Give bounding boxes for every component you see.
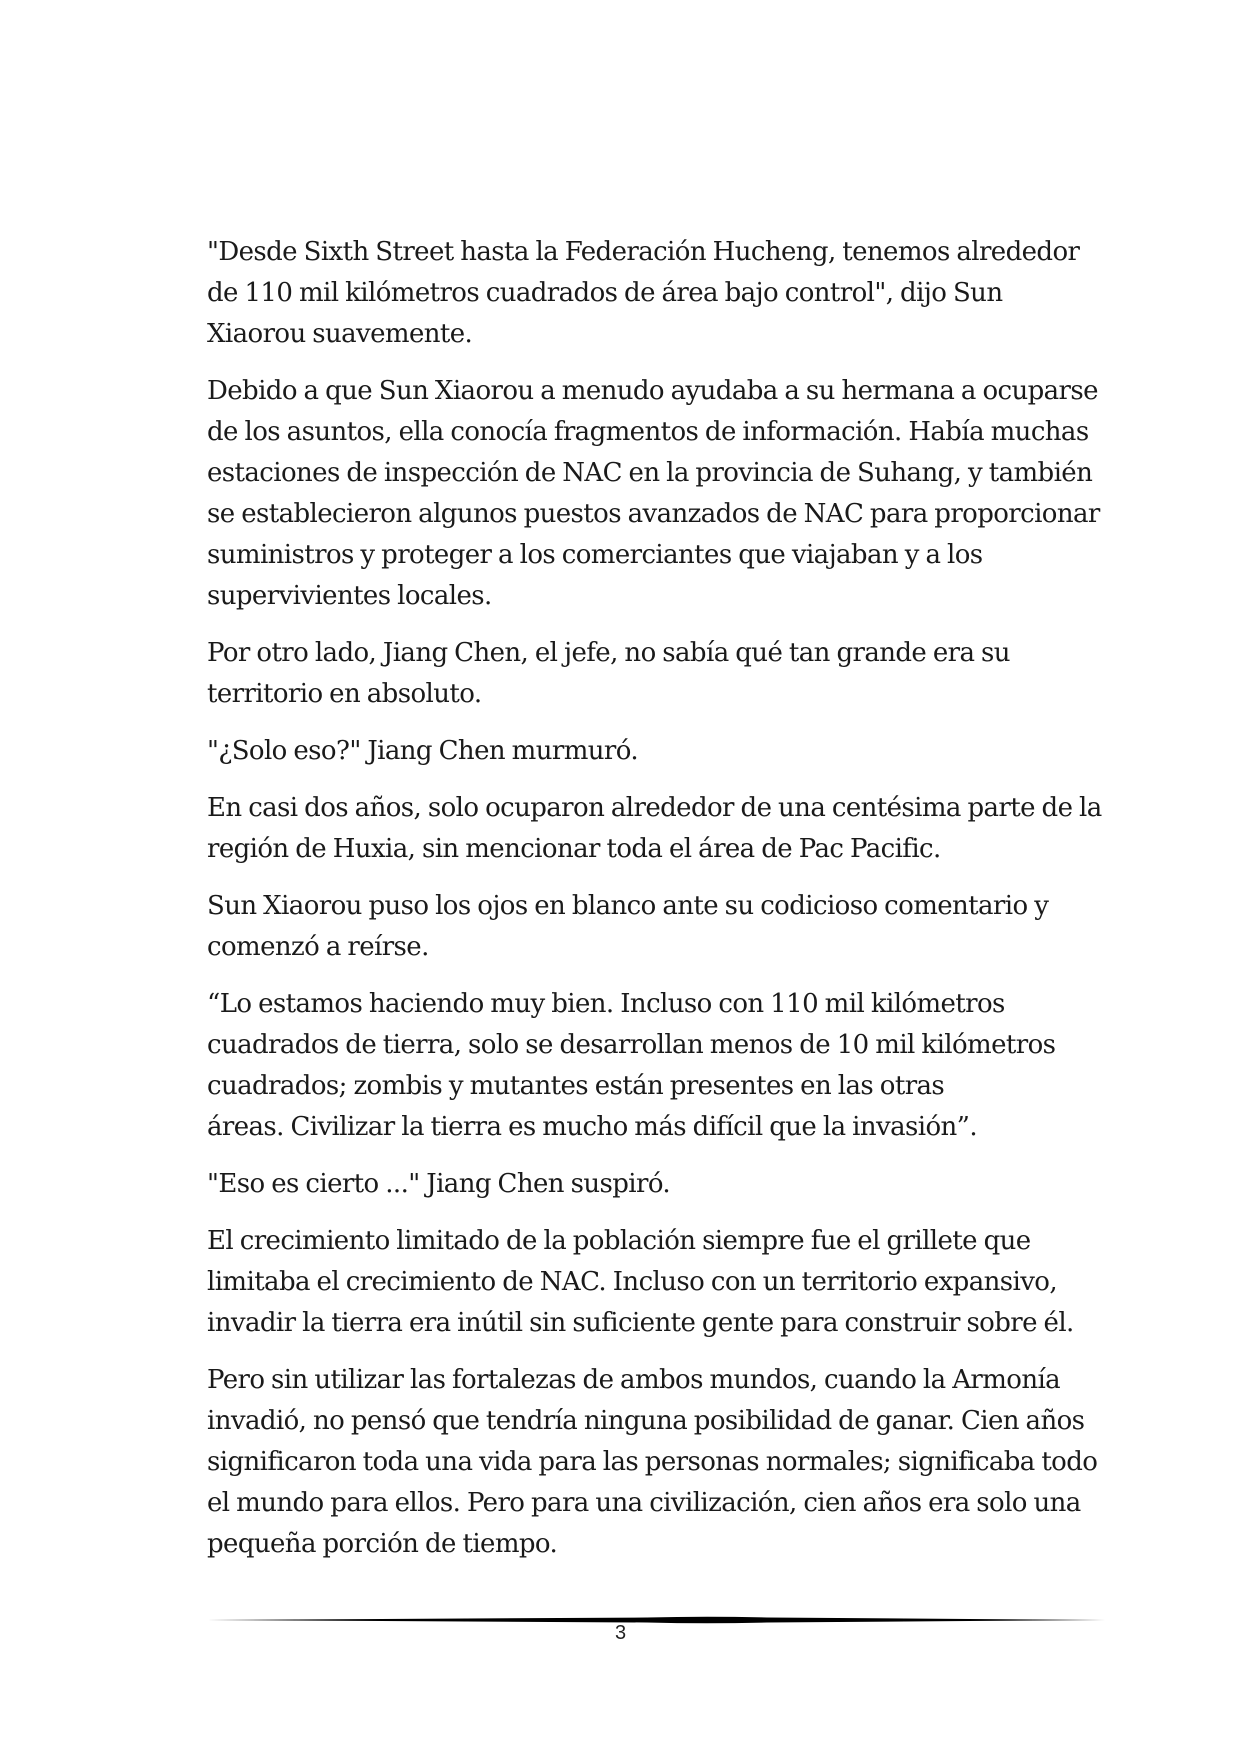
paragraph — [207, 1360, 1098, 1565]
text-line: limitaba el crecimiento de NAC. Incluso con un territorio expansivo, — [207, 1267, 1058, 1297]
text-line: estaciones de inspección de NAC en la provincia de Suhang, y también — [207, 458, 1093, 488]
text-line: "Desde Sixth Street hasta la Federación Hucheng, tenemos alrededor — [207, 237, 1080, 267]
paragraph — [207, 984, 1067, 1148]
text-line: territorio en absoluto. — [207, 679, 482, 709]
text-line: el mundo para ellos. Pero para una civilización, cien años era solo una — [207, 1488, 1081, 1518]
text-line: Xiaorou suavemente. — [207, 319, 473, 349]
paragraph — [207, 232, 1080, 355]
text-line: Sun Xiaorou puso los ojos en blanco ante su codicioso comentario y — [207, 891, 1049, 921]
paragraph — [207, 788, 1102, 870]
text-line: región de Huxia, sin mencionar toda el área de Pac Pacific. — [207, 834, 941, 864]
text-line: significaron toda una vida para las personas normales; significaba todo — [207, 1447, 1098, 1477]
paragraph — [207, 1164, 1067, 1205]
page-number: 3 — [614, 1622, 627, 1644]
text-line: áreas. Civilizar la tierra es mucho más difícil que la invasión”. — [207, 1112, 978, 1142]
text-line: se establecieron algunos puestos avanzados de NAC para proporcionar — [207, 499, 1100, 529]
text-line: Pero sin utilizar las fortalezas de ambos mundos, cuando la Armonía — [207, 1365, 1061, 1395]
text-line: invadir la tierra era inútil sin suficiente gente para construir sobre él. — [207, 1308, 1074, 1338]
text-line: supervivientes locales. — [207, 581, 492, 611]
text-line: “Lo estamos haciendo muy bien. Incluso con 110 mil kilómetros — [207, 989, 1005, 1019]
paragraph — [207, 633, 1067, 715]
text-line: cuadrados de tierra, solo se desarrollan menos de 10 mil kilómetros — [207, 1030, 1056, 1060]
paragraph — [207, 371, 1100, 617]
text-line: "¿Solo eso?" Jiang Chen murmuró. — [207, 736, 638, 766]
text-line: Debido a que Sun Xiaorou a menudo ayudaba a su hermana a ocuparse — [207, 376, 1098, 406]
text-line: de los asuntos, ella conocía fragmentos de información. Había muchas — [207, 417, 1089, 447]
text-line: suministros y proteger a los comerciantes que viajaban y a los — [207, 540, 983, 570]
text-line: El crecimiento limitado de la población siempre fue el grillete que — [207, 1226, 1031, 1256]
text-line: de 110 mil kilómetros cuadrados de área bajo control", dijo Sun — [207, 278, 1003, 308]
text-line: comenzó a reírse. — [207, 932, 429, 962]
text-line: En casi dos años, solo ocuparon alrededor de una centésima parte de la — [207, 793, 1102, 823]
paragraph — [207, 731, 1067, 772]
text-line: "Eso es cierto ..." Jiang Chen suspiró. — [207, 1169, 671, 1199]
text-line: cuadrados; zombis y mutantes están presentes en las otras — [207, 1071, 945, 1101]
text-line: pequeña porción de tiempo. — [207, 1529, 558, 1559]
text-line: invadió, no pensó que tendría ninguna posibilidad de ganar. Cien años — [207, 1406, 1085, 1436]
text-line: Por otro lado, Jiang Chen, el jefe, no sabía qué tan grande era su — [207, 638, 1010, 668]
body-text — [207, 232, 1102, 1581]
paragraph — [207, 1221, 1074, 1344]
paragraph — [207, 886, 1067, 968]
